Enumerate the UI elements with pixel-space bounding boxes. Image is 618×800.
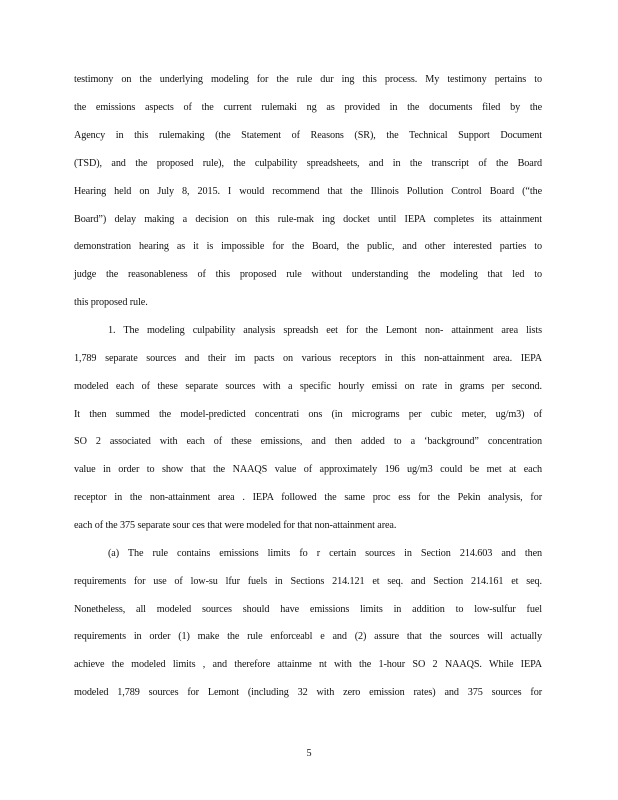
body-line: Nonetheless, all modeled sources should have emissions limits in addition to low-sulfur fuel — [74, 604, 542, 615]
body-line: each of the 375 separate sour ces that were modeled for that non-attainment area. — [74, 520, 397, 531]
body-line: modeled each of these separate sources with a specific hourly emissi on rate in grams per second. — [74, 381, 542, 392]
body-line: Agency in this rulemaking (the Statement of Reasons (SR), the Technical Support Document — [74, 130, 542, 141]
body-line: achieve the modeled limits , and therefore attainme nt with the 1-hour SO 2 NAAQS. While IEPA — [74, 659, 542, 670]
body-line: testimony on the underlying modeling for the rule dur ing this process. My testimony pertains to — [74, 74, 542, 85]
body-line: (TSD), and the proposed rule), the culpability spreadsheets, and in the transcript of the Board — [74, 158, 542, 169]
body-line: 1,789 separate sources and their im pacts on various receptors in this non-attainment area. IEPA — [74, 353, 542, 364]
body-line: requirements in order (1) make the rule enforceabl e and (2) assure that the sources will actually — [74, 631, 542, 642]
body-line: this proposed rule. — [74, 297, 148, 308]
paragraph-1-start: 1. The modeling culpability analysis spreadsh eet for the Lemont non- attainment area lists — [108, 325, 542, 336]
body-line: requirements for use of low-su lfur fuels in Sections 214.121 et seq. and Section 214.161 et seq. — [74, 576, 542, 587]
body-line: demonstration hearing as it is impossible for the Board, the public, and other interested parties to — [74, 241, 542, 252]
body-line: judge the reasonableness of this proposed rule without understanding the modeling that led to — [74, 269, 542, 280]
body-line: It then summed the model-predicted concentrati ons (in micrograms per cubic meter, ug/m3) of — [74, 409, 542, 420]
body-line: receptor in the non-attainment area . IEPA followed the same proc ess for the Pekin analysis, for — [74, 492, 542, 503]
body-line: value in order to show that the NAAQS value of approximately 196 ug/m3 could be met at each — [74, 464, 542, 475]
body-line: modeled 1,789 sources for Lemont (including 32 with zero emission rates) and 375 sources for — [74, 687, 542, 698]
body-line: SO 2 associated with each of these emissions, and then added to a ‘background” concentration — [74, 436, 542, 447]
body-line: Board”) delay making a decision on this rule-mak ing docket until IEPA completes its attainment — [74, 214, 542, 225]
page-number: 5 — [306, 748, 312, 759]
paragraph-a-start: (a) The rule contains emissions limits fo r certain sources in Section 214.603 and then — [108, 548, 542, 559]
body-line: the emissions aspects of the current rulemaki ng as provided in the documents filed by the — [74, 102, 542, 113]
body-line: Hearing held on July 8, 2015. I would recommend that the Illinois Pollution Control Board (“the — [74, 186, 542, 197]
